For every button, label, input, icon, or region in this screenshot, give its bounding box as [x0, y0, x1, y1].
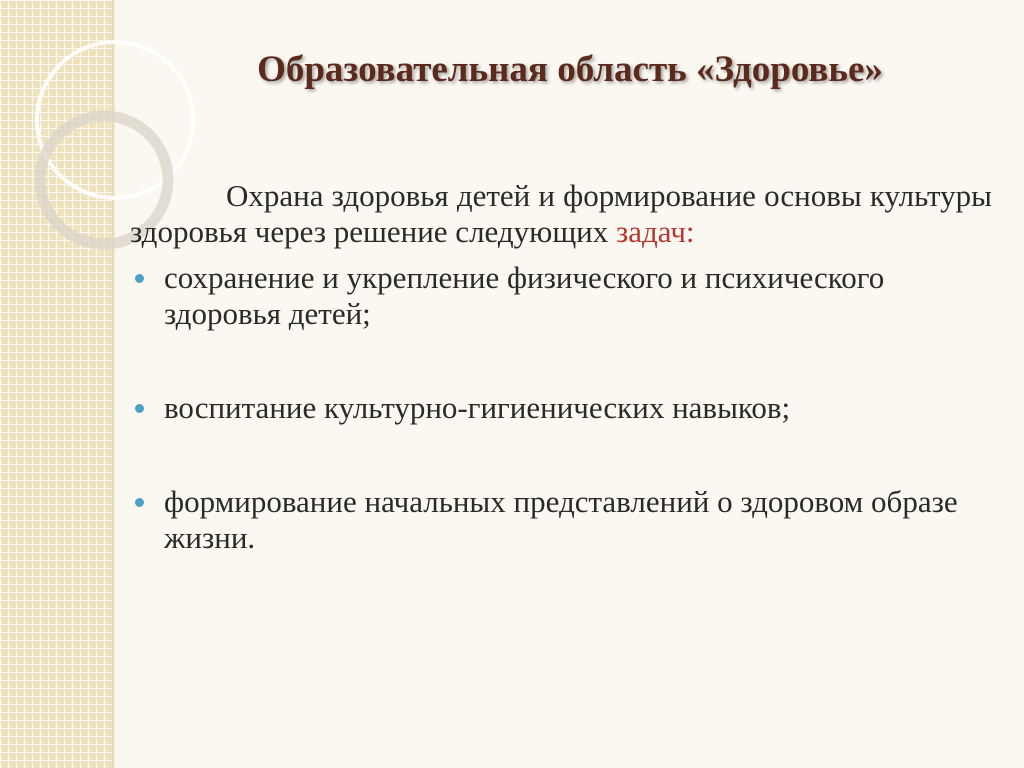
list-item	[130, 484, 992, 556]
bullet-dot-icon	[135, 404, 144, 413]
intro-highlight: задач:	[616, 214, 695, 249]
slide-body	[130, 178, 992, 556]
bullet-dot-icon	[135, 498, 144, 507]
bullet-text: сохранение и укрепление физического и психического здоровья детей;	[164, 260, 885, 331]
task-list	[130, 260, 992, 556]
list-item	[130, 260, 992, 332]
bullet-text: воспитание культурно-гигиенических навыков;	[164, 390, 791, 425]
list-item	[130, 390, 992, 426]
intro-paragraph	[130, 178, 992, 250]
slide-title: Образовательная область «Здоровье»	[257, 49, 883, 90]
bullet-dot-icon	[135, 274, 144, 283]
intro-text: Охрана здоровья детей и формирование основы культуры здоровья через решение следующих	[130, 178, 992, 249]
bullet-text: формирование начальных представлений о здоровом образе жизни.	[164, 484, 958, 555]
